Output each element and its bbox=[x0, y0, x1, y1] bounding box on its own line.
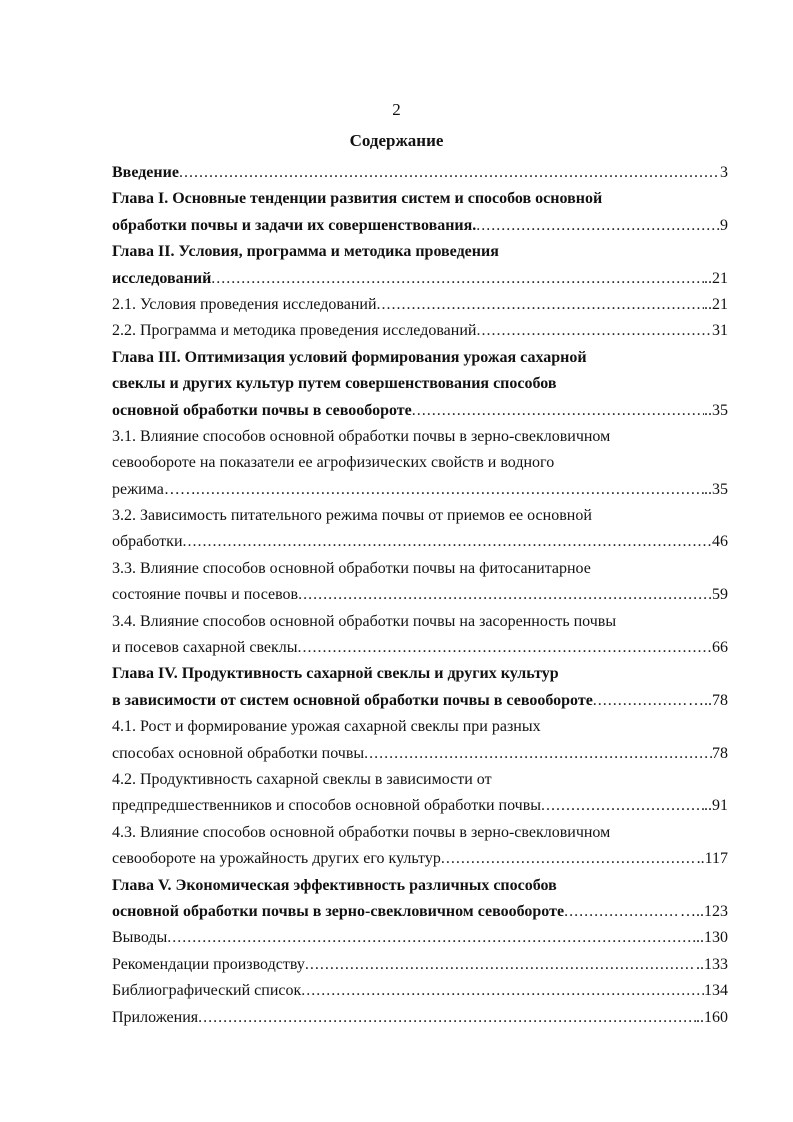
toc-entry-text: Глава I. Основные тенденции развития систем и способов основной bbox=[112, 190, 603, 208]
dot-leader bbox=[305, 952, 696, 978]
dot-leader bbox=[196, 477, 704, 503]
toc-entry-text: 4.3. Влияние способов основной обработки почвы в зерно-свекловичном bbox=[112, 823, 611, 841]
toc-entry-text: 4.1. Рост и формирование урожая сахарной свеклы при разных bbox=[112, 718, 541, 736]
toc-entry-text: севообороте на урожайность других его культур bbox=[112, 850, 441, 868]
dot-leader bbox=[179, 160, 720, 186]
dot-leader bbox=[183, 529, 713, 555]
toc-entry bbox=[112, 899, 728, 925]
toc-entry-page: ..133 bbox=[696, 955, 728, 973]
toc-entry bbox=[112, 186, 728, 212]
toc-entry-text: предпредшественников и способов основной обработки почвы bbox=[112, 797, 542, 815]
toc-entry-text: 3.3. Влияние способов основной обработки почвы на фитосанитарное bbox=[112, 559, 591, 577]
toc-entry-page: 59 bbox=[712, 586, 728, 604]
toc-entry bbox=[112, 873, 728, 899]
dot-leader bbox=[364, 741, 712, 767]
toc-entry bbox=[112, 741, 728, 767]
toc-entry-page: ..130 bbox=[696, 929, 728, 947]
toc-entry-text: Глава III. Оптимизация условий формирования урожая сахарной bbox=[112, 348, 587, 366]
toc-entry-page: ..91 bbox=[704, 797, 728, 815]
dot-leader bbox=[377, 292, 704, 318]
toc-entry-page: 31 bbox=[712, 322, 728, 340]
toc-entry bbox=[112, 424, 728, 450]
toc-entry bbox=[112, 820, 728, 846]
toc-entry bbox=[112, 292, 728, 318]
toc-entry-page: 3 bbox=[720, 164, 728, 181]
toc-entry-text: 3.2. Зависимость питательного режима почвы от приемов ее основной bbox=[112, 507, 592, 525]
page-title: Содержание bbox=[349, 131, 444, 150]
toc-entry bbox=[112, 978, 728, 1004]
toc-entry bbox=[112, 160, 728, 186]
toc-entry-page: ..35 bbox=[704, 480, 728, 498]
toc-entry-page: ..35 bbox=[704, 401, 728, 419]
toc-entry bbox=[112, 529, 728, 555]
dot-leader bbox=[441, 846, 697, 872]
toc-entry bbox=[112, 661, 728, 687]
toc-entry bbox=[112, 450, 728, 476]
toc-entry-text: 2.2. Программа и методика проведения исследований bbox=[112, 322, 477, 340]
dot-leader bbox=[211, 266, 704, 292]
dot-leader bbox=[593, 688, 688, 714]
toc-entry-text: свеклы и других культур путем совершенствования способов bbox=[112, 375, 557, 393]
toc-entry-text: 4.2. Продуктивность сахарной свеклы в зависимости от bbox=[112, 770, 492, 788]
toc-entry bbox=[112, 1005, 728, 1031]
toc-entry-text: Библиографический список bbox=[112, 982, 302, 1000]
toc-entry-page: …..123 bbox=[680, 902, 728, 920]
toc-entry-page: 78 bbox=[712, 744, 728, 762]
toc-entry bbox=[112, 635, 728, 661]
toc-entry-text: обработки bbox=[112, 533, 183, 551]
toc-entry bbox=[112, 714, 728, 740]
toc-entry-text: состояние почвы и посевов bbox=[112, 586, 299, 604]
toc-entry-text: Рекомендации производству bbox=[112, 955, 305, 973]
toc-entry-page: ..160 bbox=[696, 1008, 728, 1026]
dot-leader bbox=[298, 635, 712, 661]
toc-entry-text: Введение bbox=[112, 164, 179, 181]
toc-entry bbox=[112, 846, 728, 872]
toc-entry-page: 46 bbox=[712, 533, 728, 551]
dot-leader bbox=[298, 582, 712, 608]
toc-entry bbox=[112, 239, 728, 265]
dot-leader bbox=[541, 793, 704, 819]
toc-entry-text: в зависимости от систем основной обработки почвы в севообороте bbox=[112, 691, 593, 709]
toc-entry bbox=[112, 688, 728, 714]
toc-entry-text: 2.1. Условия проведения исследований bbox=[112, 295, 377, 313]
toc-entry bbox=[112, 793, 728, 819]
toc-entry-text: Выводы bbox=[112, 929, 168, 947]
toc-entry-page: 134 bbox=[704, 982, 728, 1000]
toc-entry-text: основной обработки почвы в севообороте bbox=[112, 401, 412, 419]
toc-entry-text: Глава II. Условия, программа и методика проведения bbox=[112, 243, 499, 261]
dot-leader bbox=[476, 318, 712, 344]
toc-entry-page: ..117 bbox=[696, 850, 728, 868]
toc-entry-page: ..21 bbox=[704, 295, 728, 313]
toc-entry bbox=[112, 266, 728, 292]
toc-entry bbox=[112, 213, 728, 239]
toc-entry bbox=[112, 503, 728, 529]
toc-entry-text: Глава V. Экономическая эффективность различных способов bbox=[112, 876, 557, 894]
toc-entry-text: Глава IV. Продуктивность сахарной свеклы и других культур bbox=[112, 665, 559, 683]
toc-entry-text: исследований bbox=[112, 269, 212, 287]
dot-leader bbox=[564, 899, 680, 925]
toc-entry bbox=[112, 398, 728, 424]
dot-leader bbox=[167, 925, 696, 951]
toc-entry-text: основной обработки почвы в зерно-свекловичном севообороте bbox=[112, 902, 565, 920]
toc-entry-text: Приложения bbox=[112, 1008, 199, 1026]
table-of-contents bbox=[112, 160, 728, 1031]
toc-entry bbox=[112, 767, 728, 793]
toc-entry bbox=[112, 582, 728, 608]
toc-entry bbox=[112, 318, 728, 344]
toc-entry bbox=[112, 556, 728, 582]
toc-entry bbox=[112, 925, 728, 951]
toc-entry bbox=[112, 609, 728, 635]
toc-entry-text: способах основной обработки почвы bbox=[112, 744, 365, 762]
dot-leader bbox=[412, 398, 704, 424]
dot-leader bbox=[476, 213, 720, 239]
toc-entry-text: 3.1. Влияние способов основной обработки почвы в зерно-свекловичном bbox=[112, 427, 611, 445]
dot-leader bbox=[301, 978, 704, 1004]
toc-entry bbox=[112, 345, 728, 371]
toc-entry-page: ..21 bbox=[704, 269, 728, 287]
toc-entry-text: севообороте на показатели ее агрофизических свойств и водного bbox=[112, 454, 555, 472]
toc-entry-page: 66 bbox=[712, 639, 728, 657]
page-number: 2 bbox=[392, 100, 401, 119]
toc-entry-page: 9 bbox=[720, 216, 728, 234]
dot-leader bbox=[198, 1005, 696, 1031]
toc-entry bbox=[112, 477, 728, 503]
toc-entry-text: 3.4. Влияние способов основной обработки почвы на засоренность почвы bbox=[112, 612, 617, 630]
toc-entry-text: режима…… bbox=[112, 480, 196, 498]
toc-entry bbox=[112, 371, 728, 397]
toc-entry bbox=[112, 952, 728, 978]
toc-entry-text: обработки почвы и задачи их совершенствования. bbox=[112, 216, 477, 234]
toc-entry-page: …..78 bbox=[688, 691, 728, 709]
toc-entry-text: и посевов сахарной свеклы bbox=[112, 639, 298, 657]
